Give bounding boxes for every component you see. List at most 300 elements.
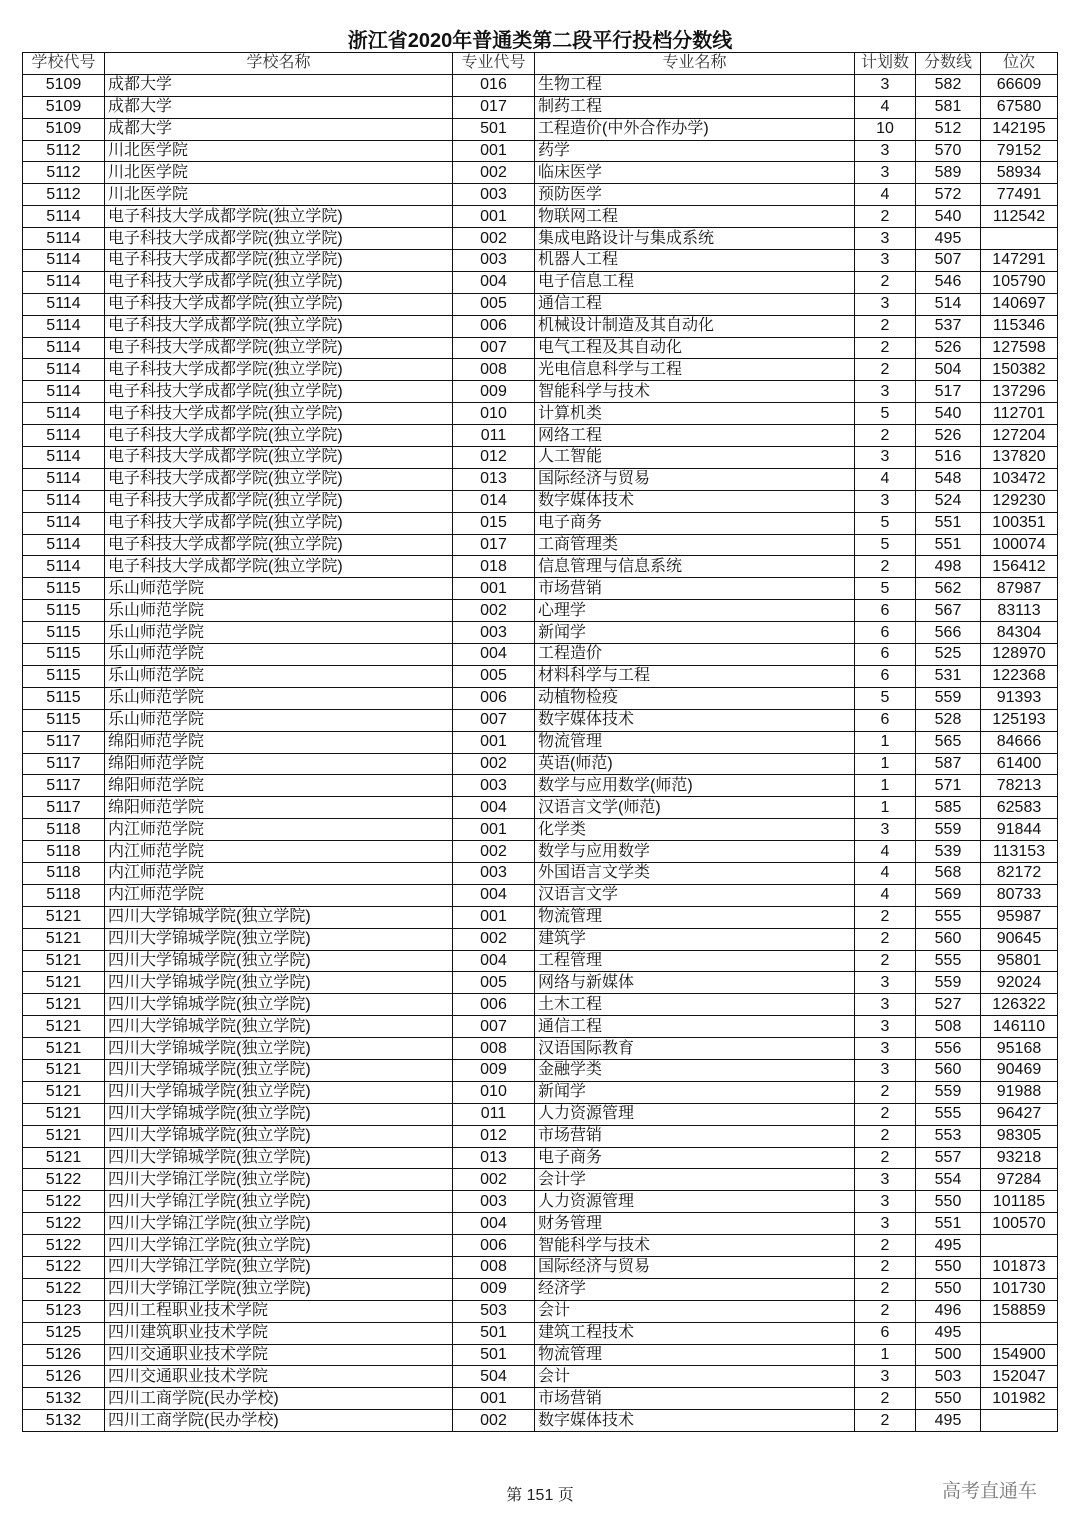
cell-score-line: 557	[916, 1147, 981, 1169]
cell-score-line: 568	[916, 862, 981, 884]
cell-score-line: 504	[916, 359, 981, 381]
cell-score-line: 495	[916, 1235, 981, 1257]
cell-rank: 80733	[981, 884, 1058, 906]
cell-major-name: 建筑学	[535, 928, 855, 950]
cell-plan-count: 2	[855, 1278, 916, 1300]
cell-school-name: 乐山师范学院	[105, 665, 453, 687]
table-row	[23, 512, 1058, 534]
cell-major-name: 数学与应用数学	[535, 841, 855, 863]
cell-school-code: 5125	[23, 1322, 105, 1344]
cell-major-code: 007	[453, 709, 535, 731]
cell-major-name: 物流管理	[535, 1344, 855, 1366]
cell-major-code: 012	[453, 447, 535, 469]
cell-major-name: 心理学	[535, 600, 855, 622]
cell-score-line: 507	[916, 250, 981, 272]
cell-school-name: 成都大学	[105, 96, 453, 118]
cell-score-line: 517	[916, 381, 981, 403]
cell-score-line: 551	[916, 534, 981, 556]
cell-school-code: 5114	[23, 228, 105, 250]
cell-plan-count: 5	[855, 512, 916, 534]
cell-major-code: 017	[453, 96, 535, 118]
table-row	[23, 1322, 1058, 1344]
cell-rank: 150382	[981, 359, 1058, 381]
cell-major-name: 临床医学	[535, 162, 855, 184]
cell-rank: 122368	[981, 665, 1058, 687]
table-row	[23, 206, 1058, 228]
cell-school-code: 5122	[23, 1191, 105, 1213]
cell-school-code: 5115	[23, 687, 105, 709]
cell-score-line: 581	[916, 96, 981, 118]
cell-major-name: 药学	[535, 140, 855, 162]
cell-school-code: 5132	[23, 1410, 105, 1432]
cell-school-name: 绵阳师范学院	[105, 753, 453, 775]
cell-major-name: 人力资源管理	[535, 1103, 855, 1125]
cell-plan-count: 2	[855, 556, 916, 578]
table-row	[23, 1300, 1058, 1322]
table-row	[23, 425, 1058, 447]
cell-major-code: 002	[453, 928, 535, 950]
cell-major-code: 004	[453, 797, 535, 819]
table-row	[23, 687, 1058, 709]
cell-plan-count: 6	[855, 622, 916, 644]
cell-rank: 140697	[981, 293, 1058, 315]
cell-score-line: 495	[916, 1322, 981, 1344]
cell-score-line: 572	[916, 184, 981, 206]
cell-major-name: 外国语言文学类	[535, 862, 855, 884]
cell-school-name: 电子科技大学成都学院(独立学院)	[105, 228, 453, 250]
cell-rank	[981, 228, 1058, 250]
cell-major-name: 物流管理	[535, 731, 855, 753]
cell-plan-count: 2	[855, 1300, 916, 1322]
cell-major-name: 新闻学	[535, 1081, 855, 1103]
cell-major-name: 计算机类	[535, 403, 855, 425]
cell-score-line: 582	[916, 74, 981, 96]
cell-school-name: 乐山师范学院	[105, 600, 453, 622]
cell-school-code: 5121	[23, 1059, 105, 1081]
table-row	[23, 1366, 1058, 1388]
cell-major-code: 008	[453, 359, 535, 381]
table-row	[23, 819, 1058, 841]
cell-major-name: 通信工程	[535, 1016, 855, 1038]
table-row	[23, 841, 1058, 863]
cell-school-code: 5121	[23, 906, 105, 928]
cell-school-name: 四川大学锦城学院(独立学院)	[105, 1081, 453, 1103]
cell-major-code: 003	[453, 184, 535, 206]
cell-school-code: 5112	[23, 140, 105, 162]
cell-plan-count: 6	[855, 665, 916, 687]
cell-score-line: 585	[916, 797, 981, 819]
cell-major-name: 会计学	[535, 1169, 855, 1191]
cell-plan-count: 3	[855, 1169, 916, 1191]
header-score-line: 分数线	[916, 53, 981, 75]
cell-school-code: 5122	[23, 1169, 105, 1191]
cell-major-code: 501	[453, 118, 535, 140]
cell-school-code: 5121	[23, 928, 105, 950]
cell-school-name: 内江师范学院	[105, 819, 453, 841]
cell-major-code: 007	[453, 337, 535, 359]
cell-school-name: 成都大学	[105, 118, 453, 140]
table-row	[23, 775, 1058, 797]
cell-major-code: 004	[453, 644, 535, 666]
cell-rank: 61400	[981, 753, 1058, 775]
cell-school-code: 5115	[23, 644, 105, 666]
cell-school-code: 5121	[23, 1081, 105, 1103]
cell-plan-count: 3	[855, 1038, 916, 1060]
cell-school-code: 5114	[23, 534, 105, 556]
cell-school-code: 5114	[23, 293, 105, 315]
table-row	[23, 1147, 1058, 1169]
cell-major-code: 008	[453, 1038, 535, 1060]
cell-major-code: 501	[453, 1322, 535, 1344]
cell-score-line: 498	[916, 556, 981, 578]
cell-rank: 84304	[981, 622, 1058, 644]
cell-plan-count: 3	[855, 228, 916, 250]
cell-rank: 142195	[981, 118, 1058, 140]
table-row	[23, 1081, 1058, 1103]
cell-school-name: 电子科技大学成都学院(独立学院)	[105, 447, 453, 469]
cell-major-code: 003	[453, 862, 535, 884]
cell-major-code: 001	[453, 906, 535, 928]
cell-plan-count: 6	[855, 709, 916, 731]
cell-score-line: 559	[916, 972, 981, 994]
cell-major-name: 汉语言文学(师范)	[535, 797, 855, 819]
cell-score-line: 589	[916, 162, 981, 184]
cell-rank: 90469	[981, 1059, 1058, 1081]
table-row	[23, 1410, 1058, 1432]
cell-plan-count: 2	[855, 1388, 916, 1410]
table-row	[23, 1235, 1058, 1257]
cell-school-code: 5114	[23, 359, 105, 381]
cell-school-name: 四川大学锦城学院(独立学院)	[105, 1059, 453, 1081]
cell-plan-count: 5	[855, 534, 916, 556]
cell-major-code: 001	[453, 206, 535, 228]
cell-plan-count: 3	[855, 74, 916, 96]
cell-major-name: 智能科学与技术	[535, 1235, 855, 1257]
cell-rank: 92024	[981, 972, 1058, 994]
cell-plan-count: 3	[855, 1016, 916, 1038]
cell-school-code: 5115	[23, 622, 105, 644]
cell-major-name: 电子信息工程	[535, 271, 855, 293]
cell-school-name: 乐山师范学院	[105, 709, 453, 731]
cell-school-code: 5117	[23, 753, 105, 775]
cell-school-name: 川北医学院	[105, 140, 453, 162]
cell-school-name: 四川大学锦城学院(独立学院)	[105, 972, 453, 994]
cell-rank: 156412	[981, 556, 1058, 578]
cell-score-line: 559	[916, 1081, 981, 1103]
cell-plan-count: 3	[855, 293, 916, 315]
cell-plan-count: 6	[855, 600, 916, 622]
cell-plan-count: 1	[855, 1344, 916, 1366]
cell-rank: 67580	[981, 96, 1058, 118]
cell-plan-count: 1	[855, 753, 916, 775]
cell-score-line: 550	[916, 1278, 981, 1300]
cell-school-name: 川北医学院	[105, 162, 453, 184]
cell-school-code: 5122	[23, 1235, 105, 1257]
cell-plan-count: 3	[855, 972, 916, 994]
cell-rank: 129230	[981, 490, 1058, 512]
cell-school-name: 四川工商学院(民办学校)	[105, 1388, 453, 1410]
cell-school-name: 四川大学锦城学院(独立学院)	[105, 950, 453, 972]
cell-rank: 154900	[981, 1344, 1058, 1366]
table-row	[23, 797, 1058, 819]
cell-major-code: 006	[453, 315, 535, 337]
cell-major-name: 市场营销	[535, 1388, 855, 1410]
cell-score-line: 531	[916, 665, 981, 687]
table-row	[23, 644, 1058, 666]
cell-plan-count: 5	[855, 403, 916, 425]
cell-plan-count: 4	[855, 862, 916, 884]
cell-major-name: 国际经济与贸易	[535, 1256, 855, 1278]
cell-major-name: 机器人工程	[535, 250, 855, 272]
cell-score-line: 559	[916, 819, 981, 841]
cell-major-code: 002	[453, 1169, 535, 1191]
cell-score-line: 537	[916, 315, 981, 337]
table-row	[23, 162, 1058, 184]
cell-rank: 93218	[981, 1147, 1058, 1169]
cell-rank: 95801	[981, 950, 1058, 972]
cell-major-name: 数学与应用数学(师范)	[535, 775, 855, 797]
cell-school-name: 电子科技大学成都学院(独立学院)	[105, 337, 453, 359]
document-title: 浙江省2020年普通类第二段平行投档分数线	[347, 30, 733, 52]
cell-rank: 146110	[981, 1016, 1058, 1038]
cell-major-code: 012	[453, 1125, 535, 1147]
cell-score-line: 540	[916, 206, 981, 228]
cell-school-code: 5115	[23, 665, 105, 687]
table-row	[23, 228, 1058, 250]
cell-major-name: 物联网工程	[535, 206, 855, 228]
cell-school-code: 5109	[23, 74, 105, 96]
cell-plan-count: 4	[855, 884, 916, 906]
cell-school-name: 四川大学锦城学院(独立学院)	[105, 1038, 453, 1060]
table-row	[23, 928, 1058, 950]
cell-plan-count: 2	[855, 1081, 916, 1103]
table-row	[23, 250, 1058, 272]
cell-major-name: 建筑工程技术	[535, 1322, 855, 1344]
cell-score-line: 500	[916, 1344, 981, 1366]
table-row	[23, 381, 1058, 403]
cell-school-name: 电子科技大学成都学院(独立学院)	[105, 534, 453, 556]
cell-plan-count: 3	[855, 819, 916, 841]
cell-plan-count: 2	[855, 271, 916, 293]
cell-rank: 95168	[981, 1038, 1058, 1060]
cell-rank: 77491	[981, 184, 1058, 206]
cell-major-code: 010	[453, 1081, 535, 1103]
cell-school-code: 5114	[23, 381, 105, 403]
cell-score-line: 555	[916, 1103, 981, 1125]
cell-school-code: 5132	[23, 1388, 105, 1410]
cell-major-code: 018	[453, 556, 535, 578]
cell-major-name: 英语(师范)	[535, 753, 855, 775]
cell-rank: 100351	[981, 512, 1058, 534]
cell-rank: 100074	[981, 534, 1058, 556]
cell-school-code: 5118	[23, 862, 105, 884]
cell-major-name: 新闻学	[535, 622, 855, 644]
cell-major-name: 人工智能	[535, 447, 855, 469]
table-row	[23, 709, 1058, 731]
cell-score-line: 550	[916, 1388, 981, 1410]
cell-score-line: 528	[916, 709, 981, 731]
table-row	[23, 337, 1058, 359]
cell-score-line: 554	[916, 1169, 981, 1191]
table-row	[23, 359, 1058, 381]
cell-major-name: 汉语国际教育	[535, 1038, 855, 1060]
cell-major-code: 003	[453, 775, 535, 797]
cell-school-name: 四川交通职业技术学院	[105, 1344, 453, 1366]
page-number: 第 151 页	[506, 1487, 574, 1504]
cell-rank: 137296	[981, 381, 1058, 403]
cell-major-name: 材料科学与工程	[535, 665, 855, 687]
table-row	[23, 884, 1058, 906]
cell-rank: 90645	[981, 928, 1058, 950]
cell-major-name: 数字媒体技术	[535, 490, 855, 512]
cell-rank: 91393	[981, 687, 1058, 709]
cell-school-name: 四川大学锦江学院(独立学院)	[105, 1278, 453, 1300]
cell-rank: 147291	[981, 250, 1058, 272]
cell-school-name: 四川大学锦城学院(独立学院)	[105, 994, 453, 1016]
cell-rank: 115346	[981, 315, 1058, 337]
cell-major-code: 011	[453, 1103, 535, 1125]
cell-plan-count: 3	[855, 1059, 916, 1081]
cell-school-name: 四川大学锦城学院(独立学院)	[105, 1016, 453, 1038]
header-major-code: 专业代号	[453, 53, 535, 75]
cell-school-name: 电子科技大学成都学院(独立学院)	[105, 556, 453, 578]
cell-plan-count: 5	[855, 687, 916, 709]
cell-plan-count: 4	[855, 96, 916, 118]
cell-score-line: 496	[916, 1300, 981, 1322]
cell-score-line: 525	[916, 644, 981, 666]
cell-rank: 91988	[981, 1081, 1058, 1103]
header-row	[23, 53, 1058, 75]
cell-score-line: 546	[916, 271, 981, 293]
cell-school-name: 川北医学院	[105, 184, 453, 206]
header-major-name: 专业名称	[535, 53, 855, 75]
cell-rank: 79152	[981, 140, 1058, 162]
cell-score-line: 503	[916, 1366, 981, 1388]
cell-major-name: 网络工程	[535, 425, 855, 447]
cell-school-name: 电子科技大学成都学院(独立学院)	[105, 425, 453, 447]
table-row	[23, 96, 1058, 118]
cell-major-code: 006	[453, 687, 535, 709]
cell-plan-count: 2	[855, 206, 916, 228]
cell-major-name: 土木工程	[535, 994, 855, 1016]
table-row	[23, 1344, 1058, 1366]
cell-major-name: 生物工程	[535, 74, 855, 96]
cell-major-code: 010	[453, 403, 535, 425]
cell-score-line: 512	[916, 118, 981, 140]
cell-school-code: 5122	[23, 1256, 105, 1278]
cell-plan-count: 2	[855, 359, 916, 381]
cell-rank: 128970	[981, 644, 1058, 666]
cell-major-name: 化学类	[535, 819, 855, 841]
cell-major-name: 网络与新媒体	[535, 972, 855, 994]
cell-plan-count: 3	[855, 250, 916, 272]
cell-school-name: 乐山师范学院	[105, 644, 453, 666]
cell-major-code: 009	[453, 1278, 535, 1300]
cell-major-code: 002	[453, 228, 535, 250]
cell-school-name: 电子科技大学成都学院(独立学院)	[105, 206, 453, 228]
header-school-code: 学校代号	[23, 53, 105, 75]
cell-school-code: 5112	[23, 184, 105, 206]
cell-plan-count: 5	[855, 578, 916, 600]
cell-school-name: 电子科技大学成都学院(独立学院)	[105, 403, 453, 425]
cell-rank: 112542	[981, 206, 1058, 228]
cell-score-line: 526	[916, 337, 981, 359]
cell-school-name: 电子科技大学成都学院(独立学院)	[105, 315, 453, 337]
cell-major-code: 014	[453, 490, 535, 512]
cell-major-name: 光电信息科学与工程	[535, 359, 855, 381]
cell-rank: 152047	[981, 1366, 1058, 1388]
cell-school-code: 5114	[23, 468, 105, 490]
cell-major-code: 007	[453, 1016, 535, 1038]
cell-plan-count: 3	[855, 162, 916, 184]
table-row	[23, 184, 1058, 206]
table-row	[23, 753, 1058, 775]
cell-score-line: 555	[916, 950, 981, 972]
cell-school-name: 四川大学锦江学院(独立学院)	[105, 1235, 453, 1257]
cell-major-name: 工程管理	[535, 950, 855, 972]
cell-school-code: 5121	[23, 1103, 105, 1125]
cell-rank: 101730	[981, 1278, 1058, 1300]
cell-school-code: 5122	[23, 1213, 105, 1235]
cell-school-code: 5114	[23, 271, 105, 293]
cell-score-line: 550	[916, 1256, 981, 1278]
cell-score-line: 560	[916, 928, 981, 950]
table-row	[23, 665, 1058, 687]
cell-rank: 137820	[981, 447, 1058, 469]
cell-school-code: 5123	[23, 1300, 105, 1322]
cell-school-code: 5114	[23, 206, 105, 228]
table-row	[23, 1103, 1058, 1125]
cell-major-code: 001	[453, 819, 535, 841]
cell-school-code: 5114	[23, 337, 105, 359]
cell-rank: 103472	[981, 468, 1058, 490]
cell-rank: 125193	[981, 709, 1058, 731]
cell-school-name: 电子科技大学成都学院(独立学院)	[105, 250, 453, 272]
cell-score-line: 560	[916, 1059, 981, 1081]
cell-rank: 82172	[981, 862, 1058, 884]
cell-major-code: 009	[453, 1059, 535, 1081]
table-row	[23, 447, 1058, 469]
cell-school-code: 5122	[23, 1278, 105, 1300]
cell-major-code: 503	[453, 1300, 535, 1322]
cell-school-name: 四川大学锦江学院(独立学院)	[105, 1256, 453, 1278]
cell-score-line: 527	[916, 994, 981, 1016]
cell-major-code: 016	[453, 74, 535, 96]
cell-major-code: 004	[453, 1213, 535, 1235]
cell-school-name: 电子科技大学成都学院(独立学院)	[105, 293, 453, 315]
cell-school-code: 5114	[23, 512, 105, 534]
cell-school-name: 四川大学锦城学院(独立学院)	[105, 1147, 453, 1169]
cell-rank: 62583	[981, 797, 1058, 819]
cell-school-code: 5121	[23, 994, 105, 1016]
cell-school-code: 5114	[23, 447, 105, 469]
cell-school-name: 电子科技大学成都学院(独立学院)	[105, 359, 453, 381]
cell-plan-count: 2	[855, 315, 916, 337]
cell-school-name: 绵阳师范学院	[105, 797, 453, 819]
cell-plan-count: 3	[855, 140, 916, 162]
cell-plan-count: 2	[855, 337, 916, 359]
cell-major-code: 004	[453, 884, 535, 906]
cell-plan-count: 3	[855, 994, 916, 1016]
cell-school-name: 四川大学锦江学院(独立学院)	[105, 1169, 453, 1191]
table-row	[23, 403, 1058, 425]
cell-school-name: 乐山师范学院	[105, 622, 453, 644]
table-row	[23, 600, 1058, 622]
cell-major-name: 预防医学	[535, 184, 855, 206]
cell-rank: 101185	[981, 1191, 1058, 1213]
cell-plan-count: 2	[855, 1410, 916, 1432]
table-row	[23, 906, 1058, 928]
